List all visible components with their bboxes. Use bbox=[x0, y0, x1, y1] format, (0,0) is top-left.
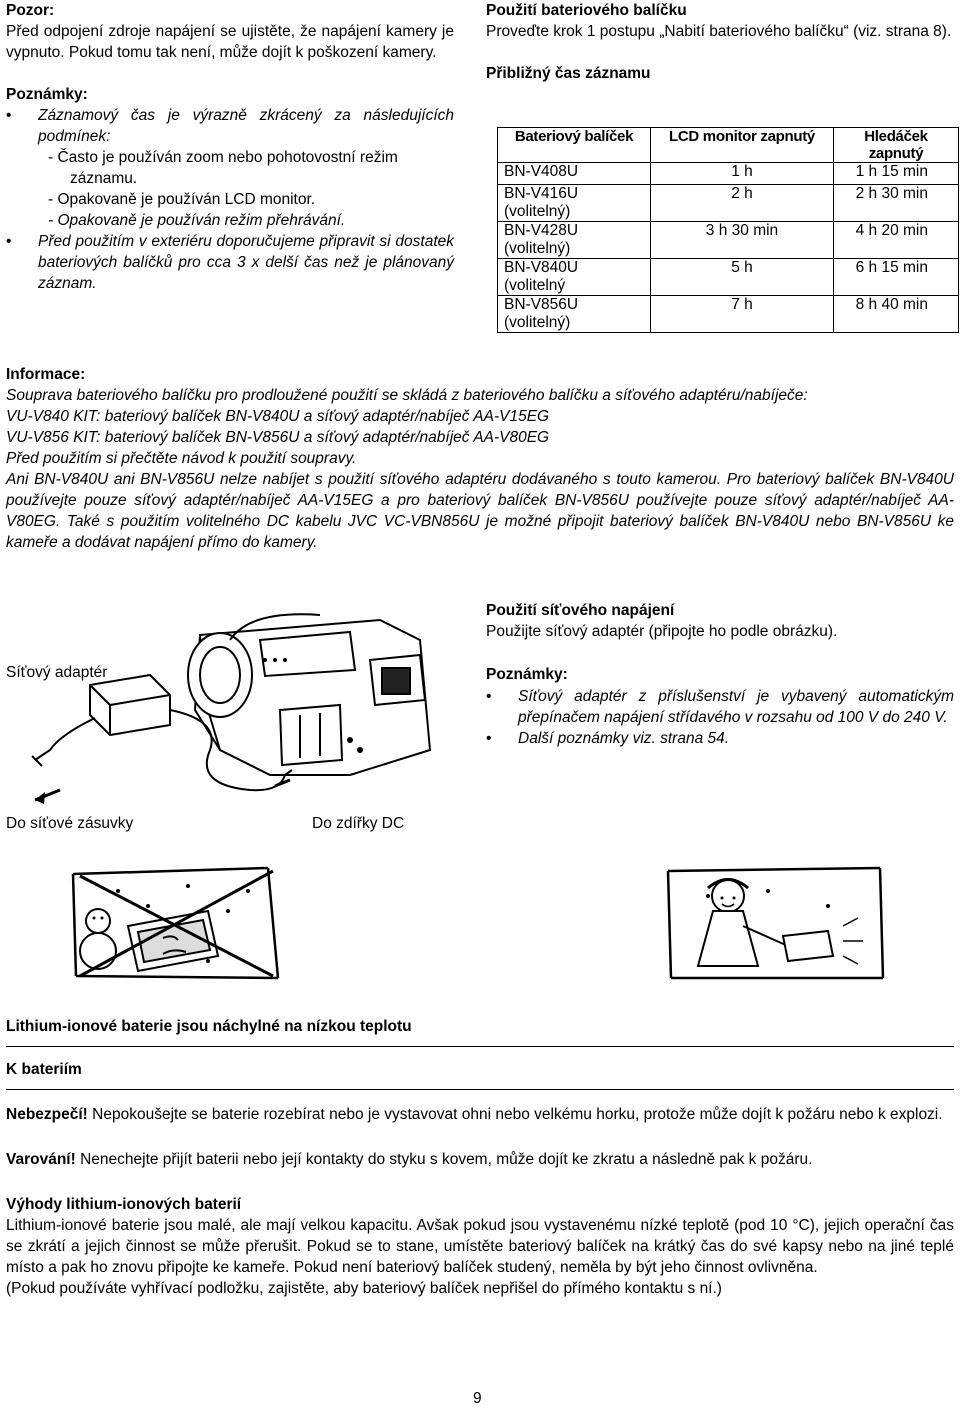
battery-model: BN-V416U bbox=[504, 185, 579, 202]
cartoon-drawing bbox=[68, 866, 888, 986]
table-row bbox=[498, 296, 959, 333]
adapter-label: Síťový adaptér bbox=[6, 664, 108, 681]
note-text: • Síťový adaptér z příslušenství je vybavený automatickým přepínačem napájení střídavého v rozsahu od 100 V do 240 V. bbox=[518, 688, 954, 726]
right-column bbox=[486, 0, 956, 84]
divider bbox=[6, 1089, 954, 1090]
note-item bbox=[486, 728, 954, 749]
viewfinder-time-cell: 1 h 15 min bbox=[834, 163, 959, 185]
battery-model: BN-V428U bbox=[504, 222, 579, 239]
information-heading: Informace: bbox=[6, 366, 86, 383]
danger-heading: Nebezpečí! bbox=[6, 1106, 88, 1123]
notes-heading: Poznámky: bbox=[6, 86, 88, 103]
kit-2: VU-V856 KIT: bateriový balíček BN-V856U a síťový adaptér/nabíječ AA-V80EG bbox=[6, 429, 550, 446]
optional-label: (volitelný bbox=[504, 277, 566, 294]
outlet-label: Do síťové zásuvky bbox=[6, 815, 134, 832]
optional-label: (volitelný) bbox=[504, 314, 571, 331]
advantages-heading: Výhody lithium-ionových baterií bbox=[6, 1196, 242, 1213]
lcd-time-cell: 3 h 30 min bbox=[651, 222, 834, 259]
information-text: Souprava bateriového balíčku pro prodloužené použití se skládá z bateriového balíčku a síťového adaptéru/nabíječe: bbox=[6, 387, 808, 404]
battery-model-cell bbox=[498, 185, 651, 222]
caution-text: Před odpojení zdroje napájení se ujistěte, že napájení kamery je vypnuto. Pokud tomu tak není, může dojít k poškození kamery. bbox=[6, 23, 454, 61]
warning-text: Nenechejte přijít baterii nebo její kontakty do styku s kovem, může dojít ke zkratu a následně pak k požáru. bbox=[75, 1151, 813, 1168]
lcd-time-cell: 7 h bbox=[651, 296, 834, 333]
lcd-time-cell: 2 h bbox=[651, 185, 834, 222]
divider bbox=[6, 1046, 954, 1047]
lithium-body bbox=[6, 1104, 954, 1299]
left-column bbox=[6, 0, 454, 294]
viewfinder-time-cell: 8 h 40 min bbox=[834, 296, 959, 333]
page-number: 9 bbox=[473, 1390, 482, 1407]
battery-model-cell bbox=[498, 259, 651, 296]
viewfinder-time-cell: 2 h 30 min bbox=[834, 185, 959, 222]
advantages-note: (Pokud používáte vyhřívací podložku, zajistěte, aby bateriový balíček nepřišel do přímého kontaktu s ní.) bbox=[6, 1280, 722, 1297]
table-row bbox=[498, 185, 959, 222]
notes-list bbox=[6, 105, 454, 294]
recording-time-heading: Přibližný čas záznamu bbox=[486, 65, 651, 82]
note-dash: - Opakovaně je používán režim přehrávání. bbox=[48, 212, 346, 229]
caution-heading: Pozor: bbox=[6, 2, 55, 19]
note-text: • Před použitím v exteriéru doporučujeme připravit si dostatek bateriových balíčků pro cca 3 x delší čas než je plánovaný záznam. bbox=[38, 233, 454, 292]
information-section bbox=[6, 364, 954, 553]
lithium-heading: Lithium-ionové baterie jsou náchylné na nízkou teplotu bbox=[6, 1018, 412, 1035]
connection-illustration bbox=[20, 600, 460, 810]
battery-use-text: Proveďte krok 1 postupu „Nabití bateriového balíčku“ (viz. strana 8). bbox=[486, 23, 952, 40]
battery-model-cell bbox=[498, 163, 651, 185]
lcd-time-cell: 1 h bbox=[651, 163, 834, 185]
battery-subheading: K bateriím bbox=[6, 1061, 82, 1078]
note-dash: - Opakovaně je používán LCD monitor. bbox=[48, 191, 316, 208]
danger-text: Nepokoušejte se baterie rozebírat nebo je vystavovat ohni nebo velkému horku, protože může dojít k požáru nebo k explozi. bbox=[87, 1106, 943, 1123]
lcd-time-cell: 5 h bbox=[651, 259, 834, 296]
mains-notes-list bbox=[486, 686, 954, 749]
mains-section bbox=[486, 600, 954, 749]
table-header: Hledáček zapnutý bbox=[834, 128, 959, 163]
camera-adapter-drawing bbox=[20, 600, 460, 810]
note-text: • Záznamový čas je výrazně zkrácený za následujících podmínek: bbox=[38, 107, 454, 145]
dc-jack-label: Do zdířky DC bbox=[312, 815, 405, 832]
danger-paragraph bbox=[6, 1104, 954, 1125]
note-item bbox=[6, 231, 454, 294]
note-item bbox=[486, 686, 954, 728]
cold-battery-cartoon bbox=[68, 866, 888, 986]
optional-label: (volitelný) bbox=[504, 203, 571, 220]
lithium-title bbox=[6, 1016, 954, 1037]
battery-use-heading: Použití bateriového balíčku bbox=[486, 2, 687, 19]
note-item bbox=[6, 105, 454, 231]
kit-1: VU-V840 KIT: bateriový balíček BN-V840U a síťový adaptér/nabíječ AA-V15EG bbox=[6, 408, 550, 425]
read-manual: Před použitím si přečtěte návod k použití soupravy. bbox=[6, 450, 357, 467]
battery-model: BN-V856U bbox=[504, 296, 579, 313]
recording-time-table-wrap bbox=[497, 127, 959, 333]
battery-model-cell bbox=[498, 222, 651, 259]
battery-model: BN-V408U bbox=[504, 163, 579, 180]
viewfinder-time-cell: 6 h 15 min bbox=[834, 259, 959, 296]
warning-paragraph bbox=[6, 1149, 954, 1170]
table-row bbox=[498, 163, 959, 185]
recording-time-table bbox=[497, 127, 959, 333]
battery-model: BN-V840U bbox=[504, 259, 579, 276]
warning-heading: Varování! bbox=[6, 1151, 76, 1168]
table-row bbox=[498, 222, 959, 259]
mains-heading: Použití síťového napájení bbox=[486, 602, 675, 619]
battery-subtitle bbox=[6, 1059, 954, 1080]
table-header: LCD monitor zapnutý bbox=[651, 128, 834, 163]
table-header: Bateriový balíček bbox=[498, 128, 651, 163]
compat-text: Ani BN-V840U ani BN-V856U nelze nabíjet s použití síťového adaptéru dodávaného s touto kamerou. Pro bateriový balíček BN-V840U používejte pouze síťový adaptér/nabíječ AA-V15EG a pro bateriový balíček BN-V856U používejte pouze síťový adaptér/nabíječ AA-V80EG. Také s použitím volitelného DC kabelu JVC VC-VBN856U je možné připojit bateriový balíček BN-V840U nebo BN-V856U ke kameře a dodávat napájení přímo do kamery. bbox=[6, 471, 954, 551]
note-dash: - Často je používán zoom nebo pohotovostní režim záznamu. bbox=[48, 149, 398, 187]
optional-label: (volitelný) bbox=[504, 240, 571, 257]
mains-notes-heading: Poznámky: bbox=[486, 666, 568, 683]
advantages-text: Lithium-ionové baterie jsou malé, ale mají velkou kapacitu. Avšak pokud jsou vystavenému nízké teplotě (pod 10 °C), jejich operační čas se zkrátí a jejich činnost se může přerušit. Pokud se to stane, umístěte bateriový balíček na krátký čas do své kapsy nebo na jiné teplé místo a pak ho znovu připojte ke kameře. Pokud není bateriový balíček studený, neměla by být jeho činnost ovlivněna. bbox=[6, 1217, 954, 1276]
mains-text: Použijte síťový adaptér (připojte ho podle obrázku). bbox=[486, 623, 838, 640]
table-row bbox=[498, 259, 959, 296]
battery-model-cell bbox=[498, 296, 651, 333]
note-text: • Další poznámky viz. strana 54. bbox=[518, 730, 730, 747]
viewfinder-time-cell: 4 h 20 min bbox=[834, 222, 959, 259]
